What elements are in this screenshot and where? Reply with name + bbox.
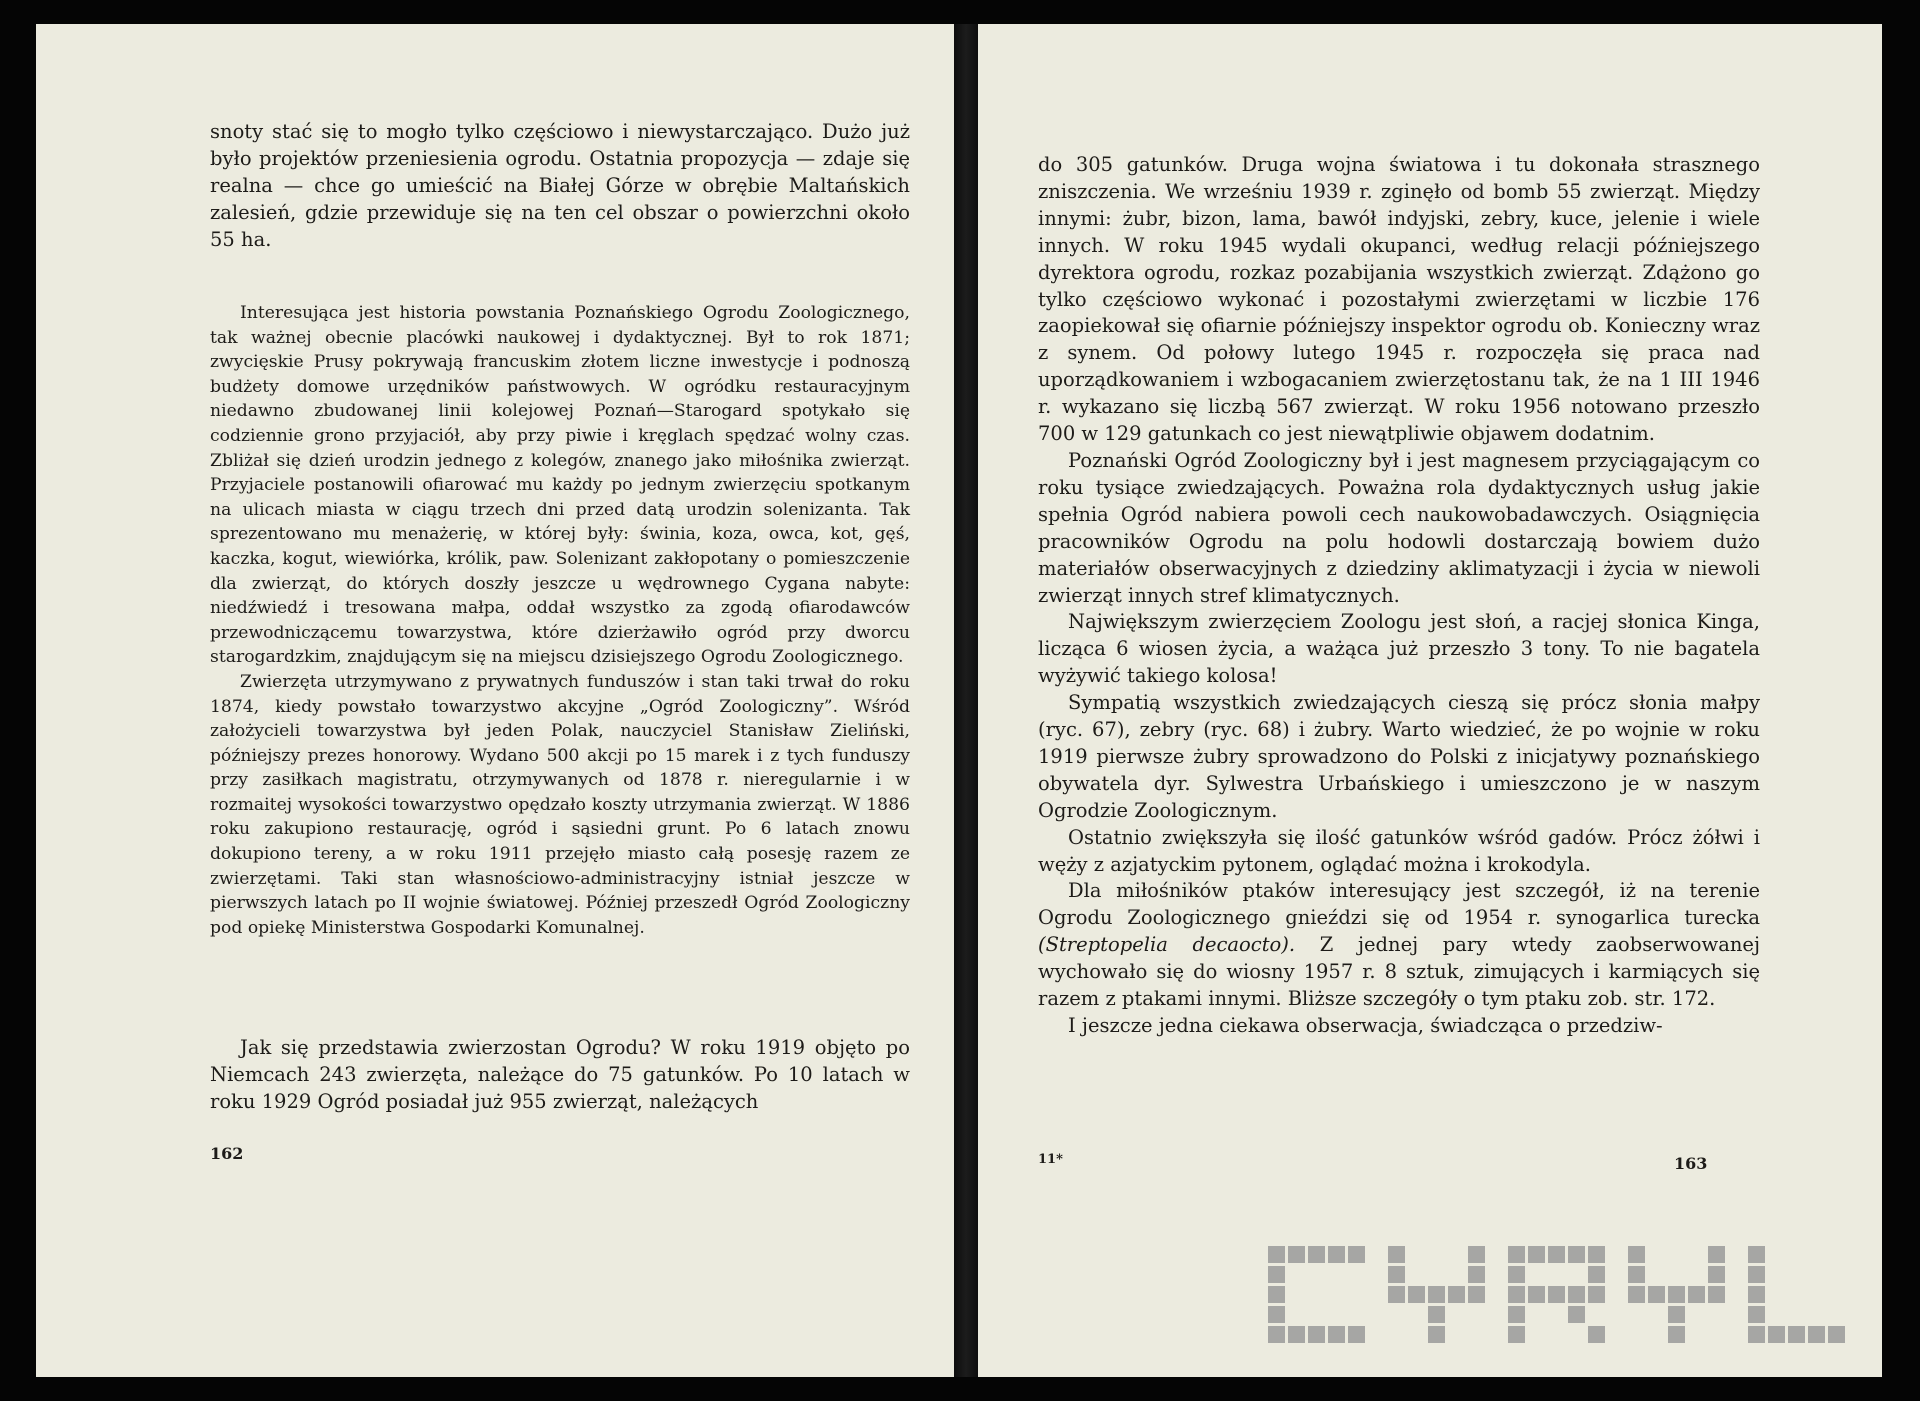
right-paragraph-6-end: Z jednej pary wtedy zaobserwowanej wychowało się do wiosny 1957 r. 8 sztuk, zimujących i karmiących się razem z ptakami innymi. Bliższe szczegóły o tym ptaku zob. str. 172.	[1038, 933, 1761, 1011]
cyryl-watermark-logo	[1268, 1240, 1848, 1360]
watermark-block	[1548, 1246, 1565, 1263]
right-text	[1038, 152, 1760, 1040]
book-spine	[954, 24, 978, 1377]
watermark-block	[1508, 1246, 1525, 1263]
watermark-block	[1448, 1286, 1465, 1303]
watermark-block	[1688, 1286, 1705, 1303]
watermark-block	[1508, 1326, 1525, 1343]
watermark-block	[1748, 1326, 1765, 1343]
watermark-block	[1528, 1286, 1545, 1303]
watermark-block	[1348, 1326, 1365, 1343]
watermark-block	[1288, 1326, 1305, 1343]
watermark-block	[1588, 1266, 1605, 1283]
left-paragraph-1: snoty stać się to mogło tylko częściowo i niewystarczająco. Dużo już było projektów przeniesienia ogrodu. Ostatnia propozycja — zdaje się realna — chce go umieścić na Białej Górze w obrębie Maltańskich zalesień, gdzie przewiduje się na ten cel obszar o powierzchni około 55 ha.	[210, 120, 910, 251]
watermark-block	[1308, 1326, 1325, 1343]
left-text-history	[210, 301, 910, 940]
watermark-block	[1428, 1286, 1445, 1303]
left-paragraph-2: Interesująca jest historia powstania Poznańskiego Ogrodu Zoologicznego, tak ważnej obecnie placówki naukowej i dydaktycznej. Był to rok 1871; zwycięskie Prusy pokrywają francuskim złotem liczne inwestycje i podnoszą budżety domowe urzędników państwowych. W ogródku restauracyjnym niedawno zbudowanej linii kolejowej Poznań—Starogard spotykało się codziennie grono przyjaciół, aby przy piwie i kręglach spędzać wolny czas. Zbliżał się dzień urodzin jednego z kolegów, znanego jako miłośnika zwierząt. Przyjaciele postanowili ofiarować mu każdy po jednym zwierzęciu spotkanym na ulicach miasta w ciągu trzech dni przed datą urodzin solenizanta. Tak sprezentowano mu menażerię, w której były: świnia, koza, owca, kot, gęś, kaczka, kogut, wiewiórka, królik, paw. Solenizant zakłopotany o pomieszczenie dla zwierząt, do których doszły jeszcze u wędrownego Cygana nabyte: niedźwiedź i tresowana małpa, oddał wszystko za zgodą ofiarodawców przewodniczącemu towarzystwa, które dzierżawiło ogród przy dworcu starogardzkim, znajdującym się na miejscu dzisiejszego Ogrodu Zoologicznego.	[210, 303, 910, 668]
watermark-block	[1648, 1286, 1665, 1303]
watermark-block	[1468, 1266, 1485, 1283]
watermark-block	[1408, 1286, 1425, 1303]
watermark-block	[1468, 1246, 1485, 1263]
left-page	[36, 24, 954, 1377]
watermark-block	[1588, 1246, 1605, 1263]
right-paragraph-4: Sympatią wszystkich zwiedzających cieszą się prócz słonia małpy (ryc. 67), zebry (ryc. 68) i żubry. Warto wiedzieć, że po wojnie w roku 1919 pierwsze żubry sprowadzono do Polski z inicjatywy poznańskiego obywatela dyr. Sylwestra Urbańskiego i umieszczono je w naszym Ogrodzie Zoologicznym.	[1038, 691, 1760, 822]
watermark-block	[1508, 1286, 1525, 1303]
left-paragraph-3: Zwierzęta utrzymywano z prywatnych funduszów i stan taki trwał do roku 1874, kiedy powstało towarzystwo akcyjne „Ogród Zoologiczny”. Wśród założycieli towarzystwa był jeden Polak, nauczyciel Stanisław Zieliński, późniejszy prezes honorowy. Wydano 500 akcji po 15 marek i z tych funduszy przy zasiłkach magistratu, otrzymywanych od 1878 r. nieregularnie i w rozmaitej wysokości towarzystwo opędzało koszty utrzymania zwierząt. W 1886 roku zakupiono restaurację, ogród i sąsiedni grunt. Po 6 latach znowu dokupiono tereny, a w roku 1911 przejęło miasto całą posesję razem ze zwierzętami. Taki stan własnościowo-administracyjny istniał jeszcze w pierwszych latach po II wojnie światowej. Później przeszedł Ogród Zoologiczny pod opiekę Ministerstwa Gospodarki Komunalnej.	[210, 671, 910, 938]
right-paragraph-7: I jeszcze jedna ciekawa obserwacja, świadcząca o przedziw-	[1068, 1014, 1663, 1037]
right-paragraph-6	[1038, 878, 1760, 1013]
watermark-block	[1468, 1286, 1485, 1303]
watermark-block	[1588, 1286, 1605, 1303]
watermark-block	[1628, 1246, 1645, 1263]
watermark-block	[1708, 1266, 1725, 1283]
page-number-right: 163	[1674, 1154, 1708, 1173]
watermark-block	[1528, 1246, 1545, 1263]
right-paragraph-5: Ostatnio zwiększyła się ilość gatunków wśród gadów. Prócz żółwi i węży z azjatyckim pytonem, oglądać można i krokodyla.	[1038, 825, 1760, 876]
watermark-block	[1788, 1326, 1805, 1343]
watermark-block	[1768, 1326, 1785, 1343]
right-page	[978, 24, 1882, 1377]
watermark-block	[1748, 1286, 1765, 1303]
watermark-letters	[1268, 1246, 1845, 1343]
left-text-bottom	[210, 1035, 910, 1116]
watermark-block	[1828, 1326, 1845, 1343]
watermark-block	[1388, 1266, 1405, 1283]
watermark-block	[1628, 1266, 1645, 1283]
right-paragraph-6-start: Dla miłośników ptaków interesujący jest szczegół, iż na terenie Ogrodu Zoologicznego gnieździ się od 1954 r. synogarlica turecka	[1038, 879, 1760, 930]
left-paragraph-4: Jak się przedstawia zwierzostan Ogrodu? W roku 1919 objęto po Niemcach 243 zwierzęta, należące do 75 gatunków. Po 10 latach w roku 1929 Ogród posiadał już 955 zwierząt, należących	[210, 1036, 910, 1113]
signature-mark: 11*	[1038, 1152, 1063, 1167]
watermark-block	[1308, 1246, 1325, 1263]
watermark-block	[1268, 1266, 1285, 1283]
watermark-block	[1268, 1306, 1285, 1323]
right-paragraph-3: Największym zwierzęciem Zoologu jest słoń, a racjej słonica Kinga, licząca 6 wiosen życia, a ważąca już przeszło 3 tony. To nie bagatela wyżywić takiego kolosa!	[1038, 610, 1760, 688]
watermark-block	[1268, 1326, 1285, 1343]
species-latin-name: (Streptopelia decaocto).	[1038, 933, 1296, 957]
watermark-block	[1548, 1286, 1565, 1303]
watermark-block	[1748, 1306, 1765, 1323]
watermark-block	[1568, 1286, 1585, 1303]
watermark-block	[1348, 1246, 1365, 1263]
watermark-block	[1328, 1326, 1345, 1343]
watermark-block	[1708, 1246, 1725, 1263]
watermark-block	[1388, 1286, 1405, 1303]
watermark-block	[1508, 1266, 1525, 1283]
watermark-block	[1568, 1246, 1585, 1263]
watermark-block	[1288, 1246, 1305, 1263]
left-text-top	[210, 119, 910, 254]
watermark-block	[1568, 1306, 1585, 1323]
watermark-block	[1668, 1286, 1685, 1303]
watermark-block	[1808, 1326, 1825, 1343]
right-paragraph-1: do 305 gatunków. Druga wojna światowa i tu dokonała strasznego zniszczenia. We wrześniu 1939 r. zginęło od bomb 55 zwierząt. Między innymi: żubr, bizon, lama, bawół indyjski, zebry, kuce, jelenie i wiele innych. W roku 1945 wydali okupanci, według relacji późniejszego dyrektora ogrodu, rozkaz pozabijania wszystkich zwierząt. Zdążono go tylko częściowo wykonać i pozostałymi zwierzętami w liczbie 176 zaopiekował się ofiarnie późniejszy inspektor ogrodu ob. Konieczny wraz z synem. Od połowy lutego 1945 r. rozpoczęła się praca nad uporządkowaniem i wzbogacaniem zwierzętostanu tak, że na 1 III 1946 r. wykazano się liczbą 567 zwierząt. W roku 1956 notowano przeszło 700 w 129 gatunkach co jest niewątpliwie objawem dodatnim.	[1038, 153, 1760, 446]
watermark-block	[1748, 1266, 1765, 1283]
watermark-block	[1628, 1286, 1645, 1303]
watermark-block	[1268, 1246, 1285, 1263]
watermark-block	[1268, 1286, 1285, 1303]
watermark-block	[1388, 1246, 1405, 1263]
watermark-block	[1708, 1286, 1725, 1303]
watermark-block	[1328, 1246, 1345, 1263]
watermark-block	[1508, 1306, 1525, 1323]
watermark-block	[1748, 1246, 1765, 1263]
watermark-block	[1588, 1326, 1605, 1343]
watermark-block	[1668, 1326, 1685, 1343]
page-number-left: 162	[210, 1144, 244, 1163]
right-paragraph-2: Poznański Ogród Zoologiczny był i jest magnesem przyciągającym co roku tysiące zwiedzających. Poważna rola dydaktycznych usług jakie spełnia Ogród nabiera powoli cech naukowobadawczych. Osiągnięcia pracowników Ogrodu na polu hodowli dostarczają bowiem dużo materiałów obserwacyjnych z dziedziny aklimatyzacji i życia w niewoli zwierząt innych stref klimatycznych.	[1038, 448, 1760, 607]
watermark-block	[1428, 1326, 1445, 1343]
watermark-block	[1668, 1306, 1685, 1323]
watermark-block	[1428, 1306, 1445, 1323]
